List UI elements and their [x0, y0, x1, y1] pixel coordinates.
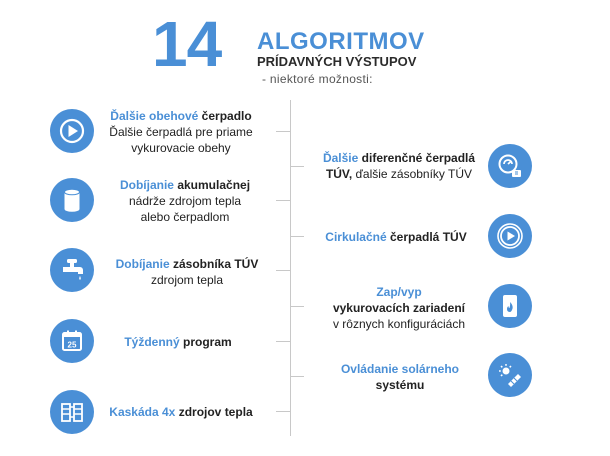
list-item [305, 150, 493, 182]
item-text: v rôznych konfiguráciách [332, 317, 466, 331]
list-item [100, 177, 270, 225]
title-number: 14 [152, 8, 222, 80]
list-item [97, 256, 277, 288]
item-text: zdrojom tepla [150, 273, 224, 287]
list-item [96, 108, 266, 156]
pump-icon [50, 109, 94, 153]
item-bold: TÚV, [325, 167, 353, 181]
item-highlight: Dobíjanie [119, 178, 174, 192]
list-item [314, 284, 484, 332]
item-highlight: Ovládanie solárneho [340, 362, 460, 376]
timeline-tick [276, 270, 290, 271]
list-item [315, 361, 485, 393]
solar-icon [488, 353, 532, 397]
circulation-pump-icon [488, 214, 532, 258]
list-item [96, 404, 266, 420]
list-item [312, 229, 480, 245]
timeline-tick [290, 236, 304, 237]
item-bold: akumulačnej [177, 178, 251, 192]
item-text: vykurovacie obehy [131, 141, 231, 155]
page-subtitle: PRÍDAVNÝCH VÝSTUPOV [257, 54, 417, 69]
calendar-icon [50, 319, 94, 363]
timeline-tick [276, 411, 290, 412]
item-bold: čerpadlo [201, 109, 252, 123]
calendar-day: 25 [67, 340, 77, 350]
item-bold: program [183, 335, 232, 349]
diff-pump-icon [488, 144, 532, 188]
tap-icon [50, 248, 94, 292]
boiler-icon [488, 284, 532, 328]
item-text: nádrže zdrojom tepla [128, 194, 242, 208]
item-highlight: Ďalšie obehové [110, 109, 199, 123]
item-bold: diferenčné čerpadlá [361, 151, 476, 165]
item-highlight: Ďalšie [322, 151, 359, 165]
timeline-tick [276, 341, 290, 342]
item-bold: systému [375, 378, 425, 392]
timeline-tick [276, 200, 290, 201]
timeline-tick [276, 131, 290, 132]
item-highlight: Cirkulačné [325, 230, 387, 244]
item-highlight: Kaskáda 4x [109, 405, 176, 419]
item-bold: vykurovacích zariadení [332, 301, 466, 315]
list-item [108, 334, 248, 350]
tank-icon [50, 178, 94, 222]
item-bold: zdrojov tepla [178, 405, 253, 419]
item-highlight: Zap/vyp [376, 285, 422, 299]
item-text: Ďalšie čerpadlá pre priame [109, 125, 253, 139]
item-bold: zásobníka TÚV [173, 257, 259, 271]
page-title: ALGORITMOV [257, 28, 425, 55]
item-text: ďalšie zásobníky TÚV [355, 167, 473, 181]
timeline-line [290, 100, 291, 436]
item-highlight: Týždenný [124, 335, 180, 349]
item-text: alebo čerpadlom [140, 210, 230, 224]
cascade-icon [50, 390, 94, 434]
item-bold: čerpadlá TÚV [390, 230, 467, 244]
timeline-tick [290, 166, 304, 167]
item-highlight: Dobíjanie [115, 257, 170, 271]
timeline-tick [290, 376, 304, 377]
timeline-tick [290, 306, 304, 307]
page-note: - niektoré možnosti: [262, 72, 373, 86]
